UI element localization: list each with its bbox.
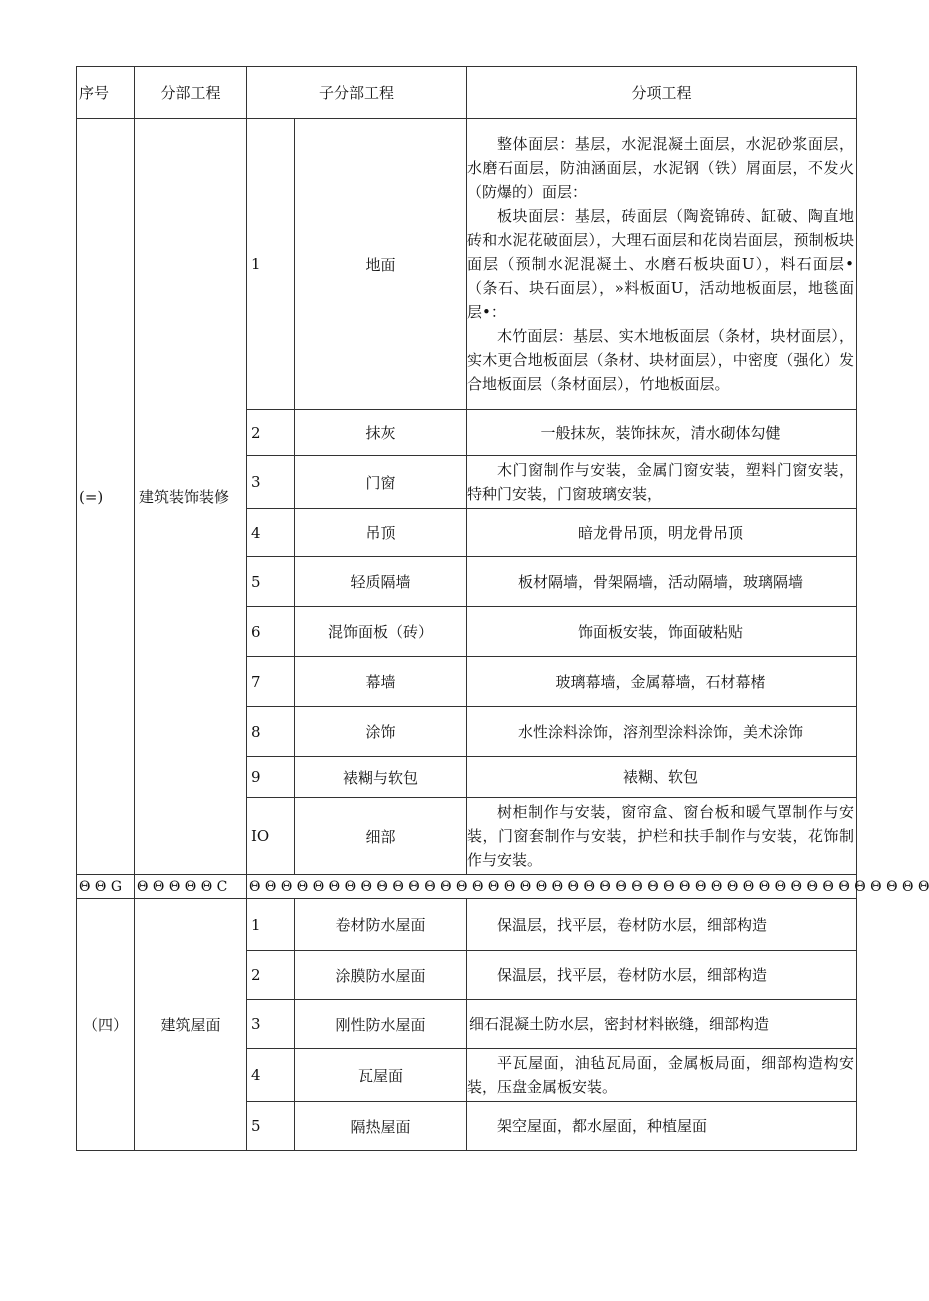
row-items-para: 平瓦屋面，油毡瓦局面，金属板局面，细部构造构安装，压盘金属板安装。 <box>467 1054 855 1096</box>
row-no: 8 <box>247 707 295 757</box>
row-no: 6 <box>247 607 295 657</box>
row-items <box>467 1102 857 1151</box>
row-name: 涂饰 <box>295 707 467 757</box>
row-items-para: 木门窗制作与安装，金属门窗安装，塑料门窗安装，特种门安装，门窗玻璃安装， <box>467 461 855 503</box>
row-name: 瓦屋面 <box>295 1049 467 1102</box>
header-items: 分项工程 <box>467 67 857 119</box>
table-row <box>77 899 857 951</box>
header-subdivision: 子分部工程 <box>247 67 467 119</box>
row-items <box>467 951 857 1000</box>
row-items: 玻璃幕墙，金属幕墙，石材幕楮 <box>467 657 857 707</box>
row-no: 1 <box>247 119 295 410</box>
table-row <box>77 119 857 410</box>
engineering-division-table <box>76 66 929 1151</box>
row-name: 抹灰 <box>295 410 467 456</box>
row-items <box>467 456 857 509</box>
garbled-seq: Θ Θ G <box>77 875 135 899</box>
garbled-row <box>77 875 857 899</box>
row-items: 一般抹灰，装饰抹灰，清水砌体勾健 <box>467 410 857 456</box>
row-no: 7 <box>247 657 295 707</box>
row-name: 裱糊与软包 <box>295 757 467 798</box>
section-seq: （四） <box>77 899 135 1151</box>
section-division: 建筑装饰装修 <box>135 119 247 875</box>
row-name: 隔热屋面 <box>295 1102 467 1151</box>
row-items-para: 架空屋面，都水屋面，种植屋面 <box>497 1117 708 1135</box>
row-no: 2 <box>247 410 295 456</box>
row-items <box>467 119 857 410</box>
section-seq: (=) <box>77 119 135 875</box>
row-items: 暗龙骨吊顶，明龙骨吊顶 <box>467 509 857 557</box>
row-name: 混饰面板（砖） <box>295 607 467 657</box>
row-no: 1 <box>247 899 295 951</box>
row-items: 裱糊、软包 <box>467 757 857 798</box>
row-no: 9 <box>247 757 295 798</box>
row-items <box>467 899 857 951</box>
row-no: 2 <box>247 951 295 1000</box>
row-items-para: 保温层，找平层，卷材防水层，细部构造 <box>497 915 768 934</box>
row-no: 4 <box>247 509 295 557</box>
row-items: 细石混凝土防水层，密封材料嵌缝，细部构造 <box>467 1000 857 1049</box>
row-name: 地面 <box>295 119 467 410</box>
row-items <box>467 1049 857 1102</box>
header-row <box>77 67 857 119</box>
garbled-rest: Θ Θ Θ Θ Θ Θ Θ Θ Θ Θ Θ Θ Θ Θ Θ Θ Θ Θ Θ Θ Θ Θ Θ Θ Θ Θ Θ Θ Θ Θ Θ Θ Θ Θ Θ Θ Θ Θ Θ Θ Θ Θ Θ <box>247 875 857 899</box>
row-name: 轻质隔墙 <box>295 557 467 607</box>
row-no: 5 <box>247 557 295 607</box>
row-name: 门窗 <box>295 456 467 509</box>
row-items: 水性涂料涂饰，溶剂型涂料涂饰，美术涂饰 <box>467 707 857 757</box>
row-no: 3 <box>247 456 295 509</box>
row-items-para: 木竹面层：基层、实木地板面层（条材，块材面层），实木更合地板面层（条材、块材面层），中密度（强化）发合地板面层（条材面层），竹地板面层。 <box>467 327 855 393</box>
row-items: 饰面板安装，饰面破粘贴 <box>467 607 857 657</box>
row-no: 3 <box>247 1000 295 1049</box>
row-name: 涂膜防水屋面 <box>295 951 467 1000</box>
row-name: 细部 <box>295 798 467 875</box>
row-items-para: 保温层，找平层，卷材防水层，细部构造 <box>497 966 768 984</box>
row-no: 5 <box>247 1102 295 1151</box>
row-name: 吊顶 <box>295 509 467 557</box>
row-no: 4 <box>247 1049 295 1102</box>
row-no: IO <box>247 798 295 875</box>
row-items-para: 整体面层：基层，水泥混凝土面层，水泥砂浆面层，水磨石面层，防油涵面层，水泥钢（铁）屑面层，不发火（防爆的）面层： <box>467 135 855 201</box>
section-division: 建筑屋面 <box>135 899 247 1151</box>
header-division: 分部工程 <box>135 67 247 119</box>
row-name: 卷材防水屋面 <box>295 899 467 951</box>
row-items-para: 树柜制作与安装，窗帘盒、窗台板和暖气罩制作与安装，门窗套制作与安装，护栏和扶手制作与安装，花饰制作与安装。 <box>467 803 855 869</box>
row-items-para: 板块面层：基层，砖面层（陶瓷锦砖、缸破、陶直地砖和水泥花破面层），大理石面层和花岗岩面层，预制板块面层（预制水泥混凝土、水磨石板块面U），料石面层•（条石、块石面层），»料板面U，活动地板面层，地毯面层•： <box>467 207 855 321</box>
row-items <box>467 798 857 875</box>
header-seq: 序号 <box>77 67 135 119</box>
row-name: 刚性防水屋面 <box>295 1000 467 1049</box>
row-name: 幕墙 <box>295 657 467 707</box>
garbled-division: Θ Θ Θ Θ Θ C <box>135 875 247 899</box>
row-items: 板材隔墙，骨架隔墙，活动隔墙，玻璃隔墙 <box>467 557 857 607</box>
